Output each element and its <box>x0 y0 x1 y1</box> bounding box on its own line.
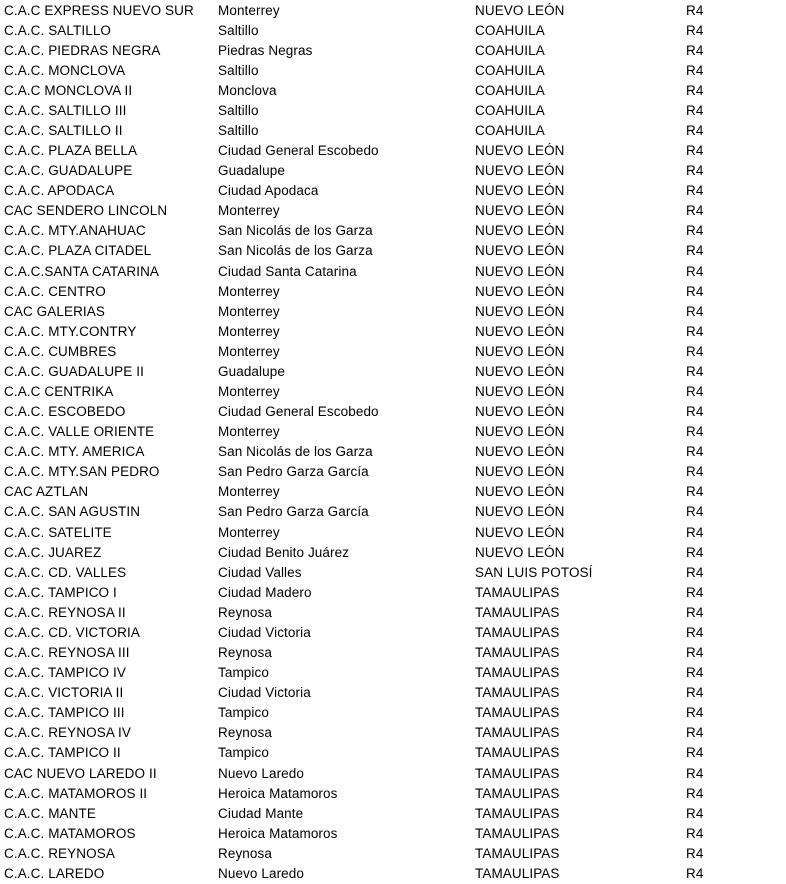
cell-state: NUEVO LEÓN <box>475 183 565 199</box>
table-row <box>0 482 786 502</box>
cell-state: TAMAULIPAS <box>475 604 560 620</box>
cell-region: R4 <box>686 825 704 841</box>
cell-region: R4 <box>686 384 704 400</box>
cell-region: R4 <box>686 524 704 540</box>
table-row <box>0 703 786 723</box>
cell-region: R4 <box>686 604 704 620</box>
cell-state: TAMAULIPAS <box>475 645 560 661</box>
cell-branch-name: C.A.C. SALTILLO II <box>4 123 123 138</box>
cell-state: TAMAULIPAS <box>475 584 560 600</box>
cell-branch-name: C.A.C EXPRESS NUEVO SUR <box>4 2 194 18</box>
cell-region: R4 <box>686 243 704 259</box>
cell-branch-name: C.A.C. VICTORIA II <box>4 685 124 701</box>
cell-city: San Nicolás de los Garza <box>218 444 373 460</box>
cell-region: R4 <box>686 163 704 179</box>
cell-region: R4 <box>686 484 704 500</box>
cell-state: NUEVO LEÓN <box>475 163 565 179</box>
cell-state: TAMAULIPAS <box>475 865 560 881</box>
cell-state: TAMAULIPAS <box>475 685 560 701</box>
table-row <box>0 462 786 482</box>
cell-city: Ciudad Santa Catarina <box>218 263 357 279</box>
cell-state: NUEVO LEÓN <box>475 243 565 259</box>
cell-city: Piedras Negras <box>218 42 313 58</box>
table-row <box>0 442 786 462</box>
table-row <box>0 341 786 361</box>
cell-state: NUEVO LEÓN <box>475 2 565 18</box>
table-row <box>0 663 786 683</box>
cell-branch-name: C.A.C MONCLOVA II <box>4 82 133 98</box>
table-row <box>0 402 786 422</box>
table-row <box>0 863 786 883</box>
cell-city: Monterrey <box>218 323 280 339</box>
cell-state: NUEVO LEÓN <box>475 444 565 460</box>
cell-region: R4 <box>686 845 704 861</box>
cell-branch-name: C.A.C. JUAREZ <box>4 544 102 560</box>
cell-state: NUEVO LEÓN <box>475 363 565 379</box>
cell-region: R4 <box>686 283 704 299</box>
cell-state: NUEVO LEÓN <box>475 323 565 339</box>
cell-region: R4 <box>686 22 704 38</box>
cell-region: R4 <box>686 504 704 520</box>
cell-branch-name: C.A.C. LAREDO <box>4 865 105 881</box>
cell-region: R4 <box>686 865 704 881</box>
table-row <box>0 683 786 703</box>
cell-region: R4 <box>686 102 704 118</box>
cell-branch-name: C.A.C. MATAMOROS <box>4 825 136 841</box>
cell-state: NUEVO LEÓN <box>475 464 565 480</box>
cell-state: NUEVO LEÓN <box>475 223 565 239</box>
cell-region: R4 <box>686 564 704 580</box>
cell-region: R4 <box>686 805 704 821</box>
cell-branch-name: C.A.C. MANTE <box>4 805 96 821</box>
cell-city: Monterrey <box>218 343 280 359</box>
cell-state: TAMAULIPAS <box>475 785 560 801</box>
cell-state: COAHUILA <box>475 42 545 58</box>
table-row <box>0 582 786 602</box>
cell-city: Reynosa <box>218 645 272 661</box>
cell-branch-name: C.A.C. CD. VALLES <box>4 564 127 580</box>
cell-city: Nuevo Laredo <box>218 765 305 781</box>
table-row <box>0 743 786 763</box>
cell-city: Monterrey <box>218 303 280 319</box>
cell-city: Ciudad Benito Juárez <box>218 544 350 560</box>
cell-city: Monterrey <box>218 283 280 299</box>
table-row <box>0 181 786 201</box>
cell-city: Monterrey <box>218 384 280 400</box>
cell-region: R4 <box>686 765 704 781</box>
cell-branch-name: C.A.C. CD. VICTORIA <box>4 624 140 640</box>
cell-city: Guadalupe <box>218 363 285 379</box>
cell-state: COAHUILA <box>475 22 545 38</box>
table-row <box>0 602 786 622</box>
table-row <box>0 422 786 442</box>
cell-branch-name: C.A.C. MTY.CONTRY <box>4 323 137 339</box>
table-row <box>0 843 786 863</box>
cell-branch-name: C.A.C. TAMPICO II <box>4 745 121 761</box>
table-row <box>0 141 786 161</box>
cell-region: R4 <box>686 82 704 98</box>
cell-branch-name: C.A.C. PLAZA BELLA <box>4 143 138 159</box>
cell-branch-name: C.A.C. ESCOBEDO <box>4 404 126 420</box>
cell-state: TAMAULIPAS <box>475 624 560 640</box>
table-row <box>0 361 786 381</box>
table-row <box>0 562 786 582</box>
cell-region: R4 <box>686 745 704 761</box>
table-row <box>0 20 786 40</box>
cell-city: Monterrey <box>218 424 280 440</box>
table-row <box>0 522 786 542</box>
cell-region: R4 <box>686 705 704 721</box>
cell-region: R4 <box>686 444 704 460</box>
cell-region: R4 <box>686 62 704 78</box>
cell-branch-name: CAC GALERIAS <box>4 303 105 319</box>
cell-state: NUEVO LEÓN <box>475 504 565 520</box>
cell-state: TAMAULIPAS <box>475 745 560 761</box>
cell-region: R4 <box>686 303 704 319</box>
cell-branch-name: C.A.C. PIEDRAS NEGRA <box>4 42 161 58</box>
table-row <box>0 40 786 60</box>
table-row <box>0 60 786 80</box>
cell-branch-name: C.A.C.SANTA CATARINA <box>4 263 160 279</box>
cell-region: R4 <box>686 343 704 359</box>
cell-region: R4 <box>686 223 704 239</box>
cell-branch-name: C.A.C. MTY.ANAHUAC <box>4 223 146 239</box>
cell-city: Tampico <box>218 705 269 721</box>
cell-city: Nuevo Laredo <box>218 865 305 881</box>
cell-branch-name: C.A.C CENTRIKA <box>4 384 114 400</box>
cell-state: TAMAULIPAS <box>475 825 560 841</box>
table-row <box>0 643 786 663</box>
cell-city: San Pedro Garza García <box>218 464 369 480</box>
cell-branch-name: C.A.C. REYNOSA <box>4 845 115 861</box>
cell-state: SAN LUIS POTOSÍ <box>475 564 593 580</box>
cell-state: TAMAULIPAS <box>475 765 560 781</box>
cell-region: R4 <box>686 143 704 159</box>
table-row <box>0 100 786 120</box>
cell-city: Ciudad Valles <box>218 564 302 580</box>
cell-branch-name: C.A.C. REYNOSA III <box>4 645 130 661</box>
table-row <box>0 241 786 261</box>
cell-region: R4 <box>686 645 704 661</box>
cell-state: COAHUILA <box>475 62 545 78</box>
cell-branch-name: C.A.C. REYNOSA IV <box>4 725 131 741</box>
cell-city: Saltillo <box>218 62 259 78</box>
cell-branch-name: C.A.C. SALTILLO III <box>4 102 127 118</box>
cell-region: R4 <box>686 323 704 339</box>
cell-region: R4 <box>686 665 704 681</box>
cell-region: R4 <box>686 363 704 379</box>
cell-state: NUEVO LEÓN <box>475 303 565 319</box>
cell-region: R4 <box>686 404 704 420</box>
cell-branch-name: C.A.C. MONCLOVA <box>4 62 126 78</box>
cell-state: NUEVO LEÓN <box>475 143 565 159</box>
cell-branch-name: C.A.C. MTY. AMERICA <box>4 444 145 460</box>
cell-state: NUEVO LEÓN <box>475 484 565 500</box>
table-row <box>0 803 786 823</box>
cell-branch-name: C.A.C. PLAZA CITADEL <box>4 243 152 259</box>
cell-branch-name: C.A.C. SATELITE <box>4 524 112 540</box>
cell-city: San Nicolás de los Garza <box>218 223 373 239</box>
table-row <box>0 723 786 743</box>
table-row <box>0 281 786 301</box>
cell-city: Ciudad General Escobedo <box>218 143 379 159</box>
cell-branch-name: C.A.C. REYNOSA II <box>4 604 126 620</box>
cell-state: NUEVO LEÓN <box>475 524 565 540</box>
cell-state: NUEVO LEÓN <box>475 544 565 560</box>
table-row <box>0 80 786 100</box>
table-row <box>0 381 786 401</box>
cell-state: NUEVO LEÓN <box>475 343 565 359</box>
cell-city: Saltillo <box>218 123 259 138</box>
cell-branch-name: C.A.C. SAN AGUSTIN <box>4 504 141 520</box>
cell-state: NUEVO LEÓN <box>475 263 565 279</box>
table-row <box>0 0 786 20</box>
cell-region: R4 <box>686 685 704 701</box>
table-row <box>0 261 786 281</box>
cell-branch-name: CAC SENDERO LINCOLN <box>4 203 168 219</box>
cell-state: NUEVO LEÓN <box>475 203 565 219</box>
table-row <box>0 221 786 241</box>
table-row <box>0 120 786 140</box>
cell-city: Reynosa <box>218 845 272 861</box>
cell-state: NUEVO LEÓN <box>475 424 565 440</box>
cell-city: San Pedro Garza García <box>218 504 369 520</box>
cell-city: Heroica Matamoros <box>218 785 338 801</box>
table-row <box>0 301 786 321</box>
cell-region: R4 <box>686 725 704 741</box>
cell-city: Reynosa <box>218 604 272 620</box>
cell-branch-name: CAC NUEVO LAREDO II <box>4 765 157 781</box>
cell-state: COAHUILA <box>475 123 545 138</box>
cell-city: Ciudad General Escobedo <box>218 404 379 420</box>
cell-city: Ciudad Mante <box>218 805 304 821</box>
cell-region: R4 <box>686 2 704 18</box>
cell-state: TAMAULIPAS <box>475 725 560 741</box>
cell-branch-name: C.A.C. MATAMOROS II <box>4 785 148 801</box>
cell-state: TAMAULIPAS <box>475 805 560 821</box>
cell-region: R4 <box>686 584 704 600</box>
table-row <box>0 542 786 562</box>
cell-region: R4 <box>686 544 704 560</box>
cell-city: Monterrey <box>218 524 280 540</box>
table-row <box>0 321 786 341</box>
cell-branch-name: C.A.C. APODACA <box>4 183 115 199</box>
cell-region: R4 <box>686 123 704 138</box>
cell-branch-name: C.A.C. GUADALUPE <box>4 163 133 179</box>
cell-state: TAMAULIPAS <box>475 705 560 721</box>
cell-city: Ciudad Victoria <box>218 624 311 640</box>
cell-state: NUEVO LEÓN <box>475 384 565 400</box>
cell-branch-name: C.A.C. TAMPICO IV <box>4 665 126 681</box>
cell-branch-name: C.A.C. MTY.SAN PEDRO <box>4 464 160 480</box>
table-row <box>0 622 786 642</box>
cell-region: R4 <box>686 424 704 440</box>
cell-city: Ciudad Apodaca <box>218 183 319 199</box>
table-row <box>0 763 786 783</box>
cell-city: Reynosa <box>218 725 272 741</box>
cell-state: NUEVO LEÓN <box>475 283 565 299</box>
cell-city: San Nicolás de los Garza <box>218 243 373 259</box>
cell-branch-name: CAC AZTLAN <box>4 484 89 500</box>
cell-state: COAHUILA <box>475 102 545 118</box>
cell-state: TAMAULIPAS <box>475 845 560 861</box>
cell-city: Guadalupe <box>218 163 285 179</box>
cell-city: Monterrey <box>218 484 280 500</box>
cell-city: Heroica Matamoros <box>218 825 338 841</box>
cell-city: Monterrey <box>218 203 280 219</box>
cell-branch-name: C.A.C. TAMPICO I <box>4 584 117 600</box>
cell-branch-name: C.A.C. GUADALUPE II <box>4 363 144 379</box>
cell-branch-name: C.A.C. TAMPICO III <box>4 705 125 721</box>
cell-region: R4 <box>686 203 704 219</box>
cell-city: Monclova <box>218 82 277 98</box>
cell-city: Saltillo <box>218 22 259 38</box>
table-row <box>0 823 786 843</box>
cell-branch-name: C.A.C. CUMBRES <box>4 343 117 359</box>
cell-region: R4 <box>686 785 704 801</box>
cell-city: Ciudad Victoria <box>218 685 311 701</box>
table-row <box>0 783 786 803</box>
table-row <box>0 502 786 522</box>
cell-state: COAHUILA <box>475 82 545 98</box>
table-row <box>0 161 786 181</box>
cell-region: R4 <box>686 624 704 640</box>
cell-city: Ciudad Madero <box>218 584 312 600</box>
cell-region: R4 <box>686 464 704 480</box>
cell-city: Tampico <box>218 745 269 761</box>
cell-branch-name: C.A.C. VALLE ORIENTE <box>4 424 155 440</box>
cell-city: Tampico <box>218 665 269 681</box>
table-row <box>0 201 786 221</box>
cell-region: R4 <box>686 42 704 58</box>
cell-branch-name: C.A.C. SALTILLO <box>4 22 112 38</box>
cell-branch-name: C.A.C. CENTRO <box>4 283 106 299</box>
cell-state: TAMAULIPAS <box>475 665 560 681</box>
cell-state: NUEVO LEÓN <box>475 404 565 420</box>
cell-city: Saltillo <box>218 102 259 118</box>
cell-city: Monterrey <box>218 2 280 18</box>
cell-region: R4 <box>686 183 704 199</box>
cell-region: R4 <box>686 263 704 279</box>
